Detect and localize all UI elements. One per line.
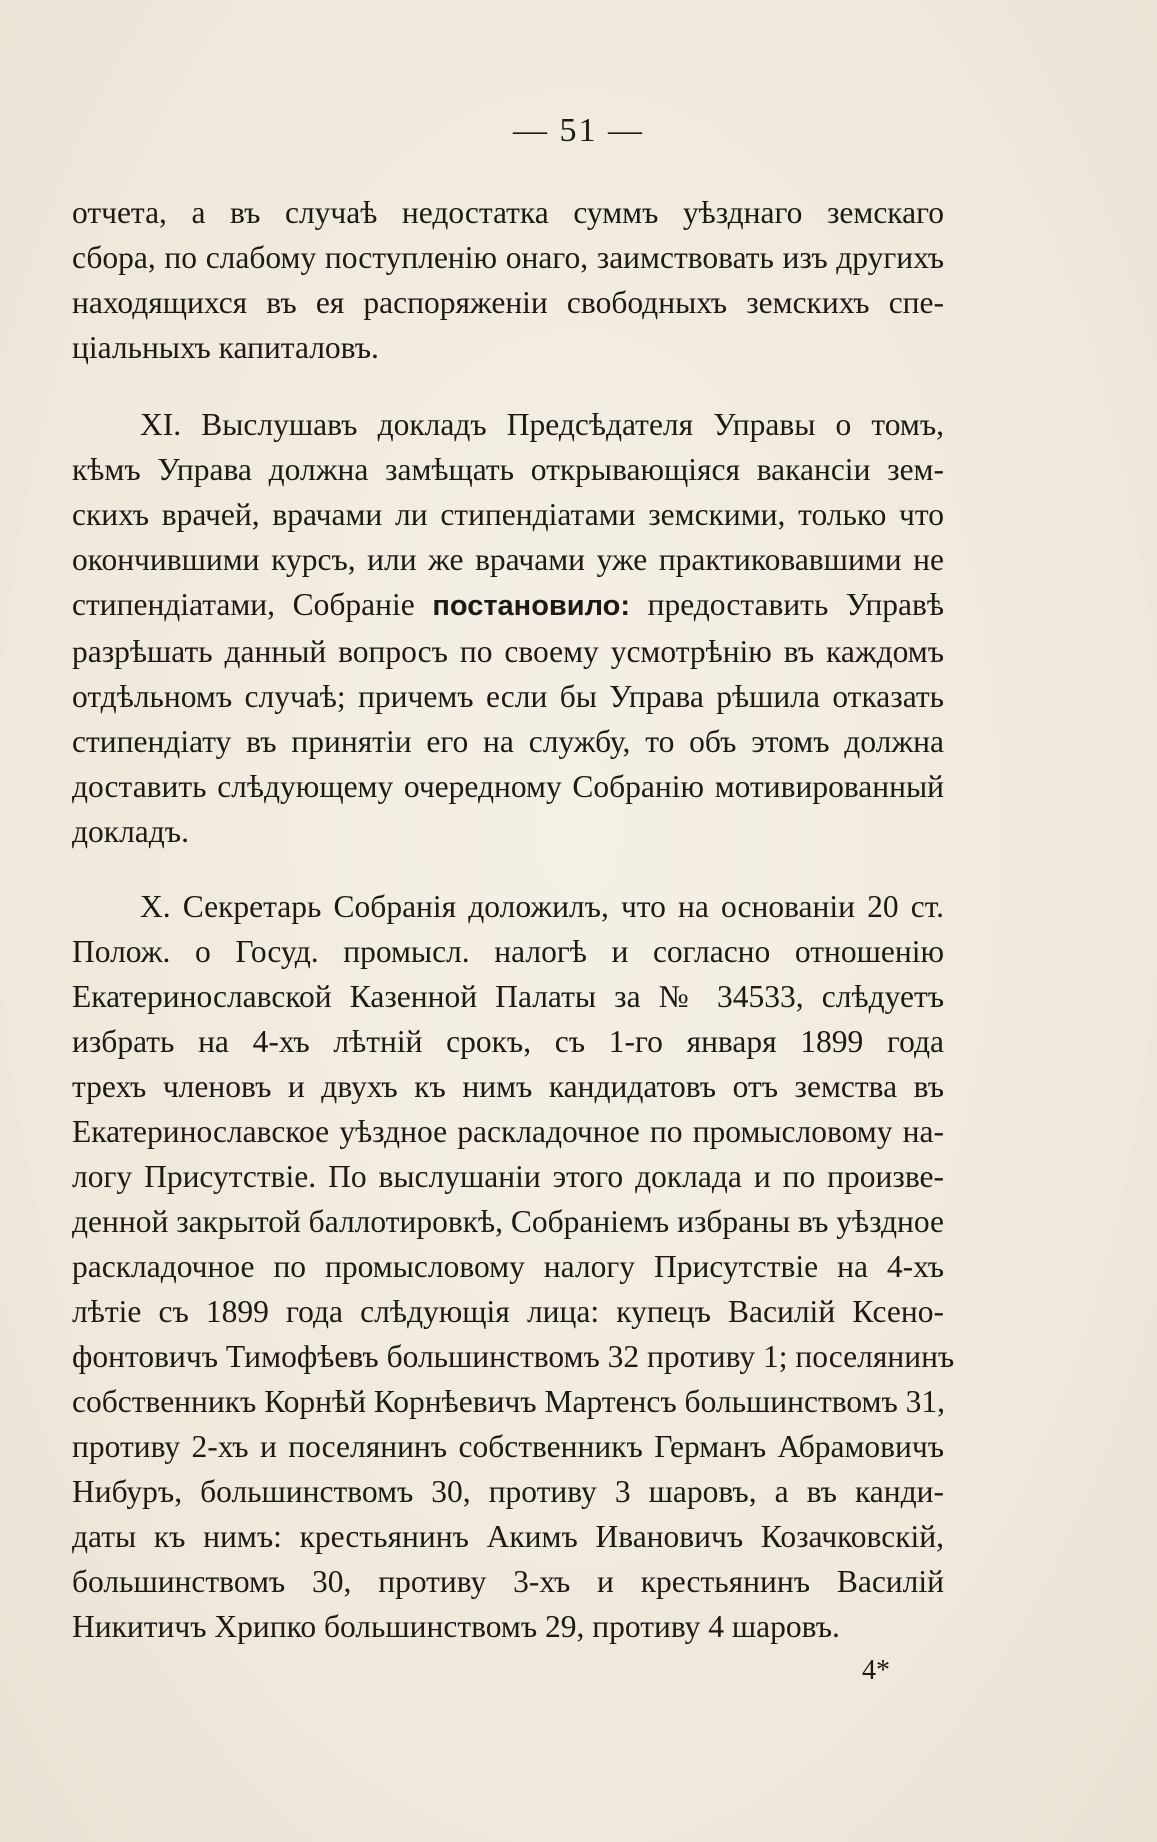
- page-number: — 51 —: [513, 112, 644, 149]
- text-line: большинствомъ 30, противу 3-хъ и крестьянинъ Василій: [72, 1564, 944, 1599]
- text-line: находящихся въ ея распоряженіи свободныхъ земскихъ спе-: [72, 285, 944, 320]
- text-line: противу 2-хъ и поселянинъ собственникъ Германъ Абрамовичъ: [72, 1429, 944, 1464]
- text-line: докладъ.: [72, 814, 189, 849]
- text-line: Екатеринославское уѣздное раскладочное по промысловому на-: [72, 1114, 944, 1149]
- text-line: фонтовичъ Тимофѣевъ большинствомъ 32 противу 1; поселянинъ: [72, 1339, 955, 1374]
- text-line: разрѣшать данный вопросъ по своему усмотрѣнію въ каждомъ: [72, 634, 944, 669]
- paragraph-xi: [72, 402, 944, 854]
- text-line: денной закрытой баллотировкѣ, Собраніемъ избраны въ уѣздное: [72, 1204, 945, 1239]
- paragraph-continuation: [72, 190, 944, 370]
- text-line: окончившими курсъ, или же врачами уже практиковавшими не: [72, 542, 944, 577]
- text-segment: предоставить Управѣ: [647, 587, 945, 622]
- text-line: Полож. о Госуд. промысл. налогѣ и согласно отношенію: [72, 934, 944, 969]
- text-line: стипендіату въ принятіи его на службу, то объ этомъ должна: [72, 724, 944, 759]
- text-line: Нибуръ, большинствомъ 30, противу 3 шаровъ, а въ канди-: [72, 1474, 944, 1509]
- text-line: избрать на 4-хъ лѣтній срокъ, съ 1-го января 1899 года: [72, 1024, 944, 1059]
- text-line-with-emphasis: [72, 582, 944, 629]
- text-line: собственникъ Корнѣй Корнѣевичъ Мартенсъ большинствомъ 31,: [72, 1384, 945, 1419]
- text-line: доставить слѣдующему очередному Собранію мотивированный: [72, 769, 944, 804]
- text-line: ціальныхъ капиталовъ.: [72, 330, 379, 365]
- text-line: раскладочное по промысловому налогу Присутствіе на 4-хъ: [72, 1249, 944, 1284]
- text-line: даты къ нимъ: крестьянинъ Акимъ Ивановичъ Козачковскій,: [72, 1519, 944, 1554]
- text-line: отдѣльномъ случаѣ; причемъ если бы Управа рѣшила отказать: [72, 679, 944, 714]
- text-line: X. Секретарь Собранія доложилъ, что на основаніи 20 ст.: [140, 889, 944, 924]
- paragraph-x: [72, 884, 955, 1649]
- signature-mark: 4*: [862, 1655, 890, 1686]
- text-line: трехъ членовъ и двухъ къ нимъ кандидатовъ отъ земства въ: [72, 1069, 944, 1104]
- text-line: Никитичъ Хрипко большинствомъ 29, противу 4 шаровъ.: [72, 1609, 840, 1644]
- text-segment: стипендіатами, Собраніе: [72, 587, 415, 622]
- text-line: кѣмъ Управа должна замѣщать открывающіяся вакансіи зем-: [72, 452, 944, 487]
- text-line: логу Присутствіе. По выслушаніи этого доклада и по произве-: [72, 1159, 944, 1194]
- text-line: скихъ врачей, врачами ли стипендіатами земскими, только что: [72, 497, 944, 532]
- text-line: отчета, а въ случаѣ недостатка суммъ уѣзднаго земскаго: [72, 195, 944, 230]
- resolution-keyword: постановило:: [432, 590, 630, 622]
- text-line: лѣтіе съ 1899 года слѣдующія лица: купецъ Василій Ксено-: [72, 1294, 944, 1329]
- text-line: XI. Выслушавъ докладъ Предсѣдателя Управы о томъ,: [140, 407, 944, 442]
- text-line: Екатеринославской Казенной Палаты за № 34533, слѣдуетъ: [72, 979, 944, 1014]
- text-line: сбора, по слабому поступленію онаго, заимствовать изъ другихъ: [72, 240, 944, 275]
